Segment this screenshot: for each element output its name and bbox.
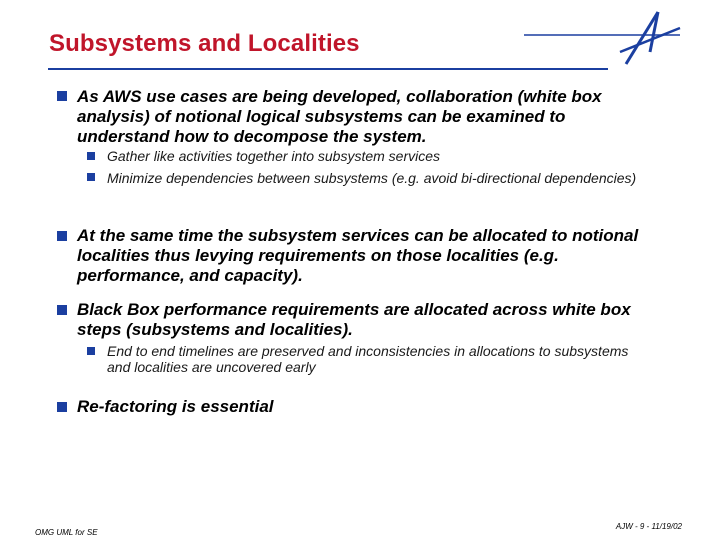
bullet-4: Re-factoring is essential [77, 397, 274, 416]
sub-bullet-1-1: Gather like activities together into subsystem services [107, 148, 441, 164]
star-logo-icon [520, 8, 690, 68]
bullet-1: As AWS use cases are being developed, collaboration (white box analysis) of notional logical subsystems can be examined to understand how to decompose the system. [77, 87, 602, 146]
footer-left: OMG UML for SE [35, 528, 98, 537]
footer-right: AJW - 9 - 11/19/02 [615, 522, 682, 531]
title-underline [48, 68, 608, 70]
square-bullet-icon [87, 173, 95, 181]
square-bullet-icon [57, 91, 67, 101]
square-bullet-icon [57, 305, 67, 315]
sub-bullet-1-2: Minimize dependencies between subsystems (e.g. avoid bi-directional dependencies) [107, 170, 637, 186]
square-bullet-icon [87, 152, 95, 160]
bullet-3: Black Box performance requirements are allocated across white box steps (subsystems and localities). [77, 300, 631, 339]
square-bullet-icon [87, 347, 95, 355]
slide-title: Subsystems and Localities [49, 30, 360, 57]
square-bullet-icon [57, 402, 67, 412]
sub-bullet-3-1: End to end timelines are preserved and inconsistencies in allocations to subsystems and localities are uncovered early [107, 343, 629, 375]
square-bullet-icon [57, 231, 67, 241]
bullet-2: At the same time the subsystem services can be allocated to notional localities thus levying requirements on those localities (e.g. performance, and capacity). [77, 226, 639, 285]
